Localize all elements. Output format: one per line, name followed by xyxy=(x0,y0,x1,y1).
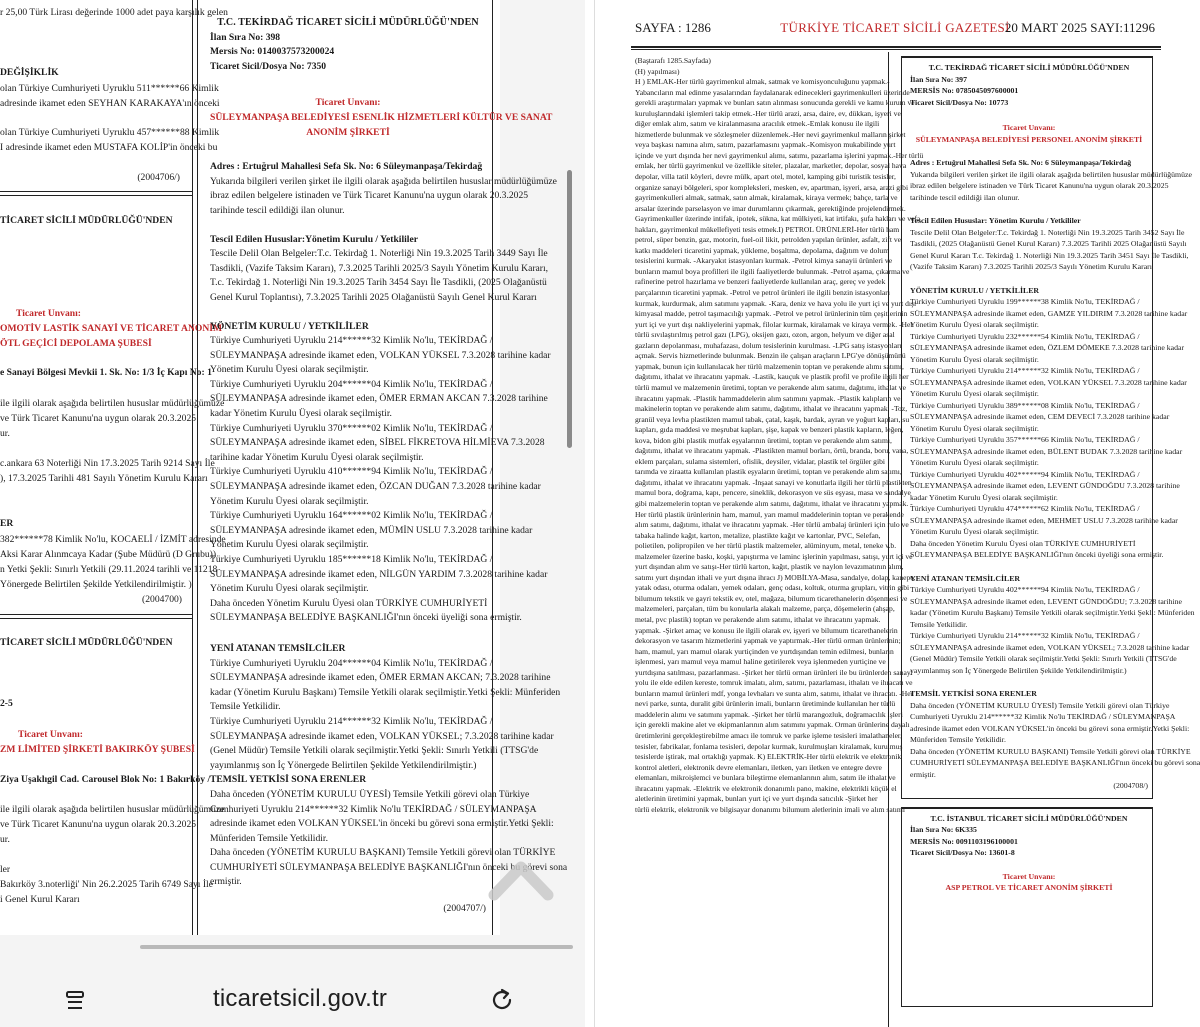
member-line: SÜLEYMANPAŞA adresinde ikamet eden, VOLKAN YÜKSEL 7.3.2028 tarihine kadar xyxy=(210,349,551,361)
activity-line: Yabancıların mal edinme yasalarından faydalanarak edinecekleri gayrimenkulleri üzerinde xyxy=(635,87,910,97)
divider xyxy=(0,618,193,619)
activity-line: bunların mamul ürünleri mdf, yonga levhaları ve sunta alım, satımı, ithalat ve ihracatı. -Her xyxy=(635,688,914,698)
activity-line: içinde ve yurt dışında her nevi gayrimenkul alımı, satımı, pazarlama işlerini yapmak.-Her türlü xyxy=(635,150,924,160)
text-line: SÜLEYMANPAŞA BELEDİYE BAŞKANLIĞI'nın önceki üyeliği sona ermiştir. xyxy=(210,612,522,624)
representative-line: kadar (Yönetim Kurulu Başkanı) Temsile Yetkili olarak seçilmiştir.Yetki Şekli: Münferiden xyxy=(210,686,561,698)
text-line: Tasdikli, (Vazife Taksim Kararı), 7.3.2025 Tarihli 2025/3 Sayılı Yönetim Kurulu Kararı, xyxy=(210,262,549,274)
section-heading: YENİ ATANAN TEMSİLCİLER xyxy=(210,642,346,654)
activity-line: işlenmesi, yarı mamul veya mamul haline getirilerek veya işlenmeden yurtiçine ve xyxy=(635,657,886,667)
activity-line: malzemeler üzerine baskı, koşki, yapıştırma ve laminc işlerinin yapılması, satışı, yurt içi ve xyxy=(635,551,913,561)
ad-reference: (2004708/) xyxy=(1113,781,1148,790)
activity-line: bilumum tekstik ve gayri tekstik ev, otel, mağaza, bilumum ticarethanelerin döşenmesi ve xyxy=(635,593,908,603)
member-line: Yönetim Kurulu Üyesi olarak seçilmiştir. xyxy=(910,354,1039,364)
activity-line: dekorasyon ve tasarım hizmetlerini yapmak ve yaptırmak.-Her türlü orman ürünlerinin; xyxy=(635,636,901,646)
section-heading: YÖNETİM KURULU / YETKİLİLER xyxy=(210,320,369,332)
divider xyxy=(0,614,193,615)
text-line: Daha önceden (YÖNETİM KURULU ÜYESİ) Temsile Yetkili görevi olan Türkiye xyxy=(210,788,530,800)
mersis-number: Mersis No: 0140037573200024 xyxy=(210,46,335,58)
text-line: olan Türkiye Cumhuriyeti Uyruklu 511******66 Kimlik xyxy=(0,83,219,94)
activity-line: türlü sıvılaştırılmış petrol gazı (LPG), oksijen gazı, ozon, argon, helyum ve diğer asal xyxy=(635,330,895,340)
text-line: Daha önceden (YÖNETİM KURULU ÜYESİ) Temsile Yetkili görevi olan Türkiye xyxy=(910,700,1170,710)
activity-line: gayrimenkulleri almak, satmak, satın almak, kiralamak, kiraya vermek; bahçe, tarla ve xyxy=(635,193,898,203)
representative-line: Türkiye Cumhuriyeti Uyruklu 204******04 Kimlik No'lu, TEKİRDAĞ / xyxy=(210,657,493,669)
activity-line: ihracatını yapmak. -Plastik hammaddelerin alım satımını yapmak. -Plastik kalıpların ve xyxy=(635,393,901,403)
trade-name: SÜLEYMANPAŞA BELEDİYESİ ESENLİK HİZMETLERİ KÜLTÜR VE SANAT xyxy=(210,111,553,123)
member-line: Türkiye Cumhuriyeti Uyruklu 214******32 Kimlik No'lu, TEKİRDAĞ / xyxy=(210,335,493,347)
activity-line: (H) yapılması) xyxy=(635,66,680,76)
text-line: Yukarıda bilgileri verilen şirket ile ilgili olarak aşağıda belirtilen hususlar müdürlüğümüze xyxy=(210,175,557,187)
text-line: ler xyxy=(0,864,11,875)
activity-line: kuruluşlarındaki işlemleri takip etmek.-Her türlü arazi, arsa, daire, ev, dükkan, işyeri ve xyxy=(635,108,901,118)
activity-line: yatak odası, oturma odaları, yemek odaları, genç odası, koltuk, oturma grupları, vitrin gibi xyxy=(635,583,910,593)
member-line: Yönetim Kurulu Üyesi olarak seçilmiştir. xyxy=(910,389,1039,398)
text-line: tarihinde tescil edildiği ilan olunur. xyxy=(210,204,345,216)
activity-line: yurtdışına satılması, pazarlanması. -Şirket her türlü orman ürünleri ile bu ürünlerden sanayi xyxy=(635,667,913,677)
member-line: SÜLEYMANPAŞA adresinde ikamet eden, ÖZCAN DUĞAN 7.3.2028 tarihine kadar xyxy=(210,481,541,493)
member-line: SÜLEYMANPAŞA adresinde ikamet eden, BÜLENT BUDAK 7.3.2028 tarihine kadar xyxy=(910,446,1183,456)
member-line: Türkiye Cumhuriyeti Uyruklu 402******94 Kimlik No'lu, TEKİRDAĞ / xyxy=(910,469,1140,479)
member-line: Türkiye Cumhuriyeti Uyruklu 185******18 Kimlik No'lu, TEKİRDAĞ / xyxy=(210,554,493,565)
notice-box xyxy=(901,56,1200,799)
activity-line: kova, bidon gibi plastik mutfak eşyalarının üretimi, toptan ve perakende alım satımı, xyxy=(635,435,892,445)
activity-line: nevi parke, sunta, duralit gibi ürünlerin imali, bunların üretiminde kullanılan her türlü xyxy=(635,699,896,709)
representative-line: SÜLEYMANPAŞA adresinde ikamet eden, ÖMER ERMAN AKCAN; 7.3.2028 tarihine xyxy=(210,672,551,684)
header-rule xyxy=(631,49,1161,50)
text-line: Daha önceden (YÖNETİM KURULU BAŞKANI) Temsile Yetkili görevi olan TÜRKİYE xyxy=(210,847,556,859)
address: Adres : Ertuğrul Mahallesi Sefa Sk. No: 6 Süleymanpaşa/Tekirdağ xyxy=(210,161,483,173)
activity-line: yapmak. -Şirket amaç ve konusu ile ilgili olarak ev, işyeri ve bilumum ticarethanelerin xyxy=(635,625,898,635)
gazette-page-right[interactable] xyxy=(594,0,1200,1027)
activity-line: dağıtımı, ithalat ve ihracatını yapmak. -Lastik, kauçuk ve plastik profil ve profile ilgili her xyxy=(635,372,909,382)
header-rule xyxy=(631,46,1161,48)
text-line: ur. xyxy=(0,834,10,845)
divider xyxy=(0,195,193,196)
gazette-page-left[interactable] xyxy=(0,0,568,935)
gazette-column-b xyxy=(197,0,568,935)
ad-reference: (2004706/) xyxy=(137,172,180,183)
representative-line: yayımlanmış son İç Yönergede Belirtilen Şekilde Yetkilendirilmiştir.) xyxy=(210,759,477,771)
activity-line: dağıtımı, ithalat ve ihracatını yapmak. -Plastikten mamul borları, örtü, branda, boru, vana, xyxy=(635,446,909,456)
member-list xyxy=(910,296,1188,538)
text-line: Aksi Karar Alınmcaya Kadar (Şube Müdürü (D Grubu)) xyxy=(0,549,217,560)
activity-line: hizmetlerde bulunmak ve sözleşmeler düzenlemek.-Her nevi gayrimenkul malların şirket xyxy=(635,129,906,139)
url-display[interactable]: ticaretsicil.gov.tr xyxy=(212,985,388,1012)
text-line: ibraz edilen belgelere istinaden ve Türk Ticaret Kanunu'na uygun olarak 20.3.2025 xyxy=(210,190,529,202)
address: Ziya Uşaklıgil Cad. Carousel Blok No: 1 Bakırköy / xyxy=(0,774,211,785)
trade-name: ÖTL GEÇİCİ DEPOLAMA ŞUBESİ xyxy=(0,338,152,349)
notice-number: İlan Sıra No: 6K335 xyxy=(910,825,977,834)
trade-name-label: Ticaret Unvanı: xyxy=(18,729,83,740)
activity-line: rafinerine petrol hazırlama ve benzeri faaliyetlerde kullanılan araç, gereç ve yedek xyxy=(635,277,886,287)
activity-line: diğer emlak alım, satım ve kiralanmasına aracılık etmek.-Emlak konusu ile ilgili xyxy=(635,119,880,129)
member-line: Türkiye Cumhuriyeti Uyruklu 389******08 Kimlik No'lu, TEKİRDAĞ / xyxy=(910,400,1140,410)
member-line: Türkiye Cumhuriyeti Uyruklu 164******02 Kimlik No'lu, TEKİRDAĞ / xyxy=(210,510,493,522)
text-line: ile ilgili olarak aşağıda belirtilen hususlar müdürlüğümüze xyxy=(0,804,225,815)
text-line: ermiştir. xyxy=(210,876,242,888)
registered-matters: Tescil Edilen Hususlar:Yönetim Kurulu / Yetkililer xyxy=(210,233,418,245)
activity-line: petrol, süper benzin, gaz, motorin, fuel-oil likit, petrolden yapılan ürünler, asfalt, zift ve xyxy=(635,235,902,245)
representative-line: SÜLEYMANPAŞA adresinde ikamet eden, VOLKAN YÜKSEL; 7.3.2028 tarihine kadar xyxy=(210,730,554,742)
text-line: Tasdikli, (2025 Olağanüstü Genel Kurul Kararı) 7.3.2025 Tarihli 2025 Olağanüstü Sayılı xyxy=(910,239,1187,248)
trade-name: ANONİM ŞİRKETİ xyxy=(306,126,390,138)
notice-number: İlan Sıra No: 398 xyxy=(210,31,281,43)
member-line: SÜLEYMANPAŞA adresinde ikamet eden, VOLKAN YÜKSEL 7.3.2028 tarihine kadar xyxy=(910,377,1187,387)
trade-name: ZM LİMİTED ŞİRKETİ BAKIRKÖY ŞUBESİ xyxy=(0,744,195,755)
section-heading: YÖNETİM KURULU / YETKİLİLER xyxy=(910,285,1040,295)
vertical-scrollbar[interactable] xyxy=(567,170,572,448)
activity-line: aletlerinin üretimini yapmak, bunları yurt içi ve yurt dışında satıcılık -Şirket her xyxy=(635,794,878,804)
registry-file-number: Ticaret Sicil/Dosya No: 13601-8 xyxy=(910,848,1015,857)
activity-line: ham, mamul, yarı mamul olarak yurtiçinden ve yurtdışından temin edilmesi, bunların xyxy=(635,646,894,656)
text-line: Münferiden Temsile Yetkilidir. xyxy=(910,735,1006,744)
activity-line: üretimlerini gerçekleştirebilme amacı ile tomruk ve parke işleme tesisleri imalathaneler, xyxy=(635,731,903,740)
activity-line: gibi malzemelerin toptan ve perakende alım satımı, dağıtımı, ithalat ve ihracatını yapmak. - xyxy=(635,498,913,508)
ad-reference: (2004700) xyxy=(142,594,182,605)
activity-line: Her türlü plastik ürünlerinin ham, mamul, yarı mamul maddelerinin toptan ve perakende xyxy=(635,509,904,519)
activity-line: elemanları, mikroişlemci ve bunlara bileştirme elemanlarının alım, satım ile ithalat ve xyxy=(635,773,896,783)
activity-line: kurmak, kurdurmak, alım satımını yapmak. -Kara, deniz ve hava yolu ile yurt içi ve yurt dışı xyxy=(635,298,917,308)
text-line: adresinde ikamet eden SEYHAN KARAKAYA'ın önceki xyxy=(0,98,220,109)
activity-line: polietilen, polipropilen ve her türlü plastik malzemeler, alüminyum, metal, teneke v.b. xyxy=(635,541,897,551)
evidence-documents: Tescile Delil Olan Belgeler:T.c. Tekirdağ 1. Noterliği Nin 19.3.2025 Tarih 3452 Sayı İle xyxy=(910,227,1185,237)
activity-line: yurt dışından alım ve satışı-Her türlü karton, kağıt, plastik ve naylon levazımatının alım, xyxy=(635,562,904,572)
member-line: Türkiye Cumhuriyeti Uyruklu 214******32 Kimlik No'lu, TEKİRDAĞ / xyxy=(910,366,1140,375)
representative-line: Türkiye Cumhuriyeti Uyruklu 214******32 Kimlik No'lu, TEKİRDAĞ / xyxy=(910,631,1140,640)
activity-line: tarımda ve ziraatta kullanılan plastik eşyaların üretimi, toptan ve perakende alım satımı, xyxy=(635,467,902,477)
text-line: r 25,00 Türk Lirası değerinde 1000 adet paya karşılık gelen xyxy=(0,7,228,18)
text-line: ermiştir. xyxy=(910,769,936,779)
member-line: Türkiye Cumhuriyeti Uyruklu 474******62 Kimlik No'lu, TEKİRDAĞ / xyxy=(910,504,1140,513)
member-line: Türkiye Cumhuriyeti Uyruklu 370******02 Kimlik No'lu, TEKİRDAĞ / xyxy=(210,422,493,434)
address: e Sanayi Bölgesi Mevkii 1. Sk. No: 1/3 İç Kapı No: 1 xyxy=(0,367,212,378)
activity-line: yapmak, bunun için kullanılacak her türlü malzemenin toptan ve perakende alımı satımı, xyxy=(635,361,904,371)
representative-line: (Genel Müdür) Temsile Yetkili olarak seçilmiştir.Yetki Şekli: Sınırlı Yetkili (TTSG'de xyxy=(210,745,539,757)
section-heading: TEMSİL YETKİSİ SONA ERENLER xyxy=(210,774,367,786)
gazette-title: TÜRKİYE TİCARET SİCİLİ GAZETESİ xyxy=(780,20,1010,35)
activity-line: mamul bora, doğrama, kapı, pencere, sineklik, dekorasyon ve süs eşyası, masa ve sandalye xyxy=(635,488,911,498)
registry-file-number: Ticaret Sicil/Dosya No: 10773 xyxy=(910,97,1009,107)
notice-heading: T.C. TEKİRDAĞ TİCARET SİCİLİ MÜDÜRLÜĞÜ'NDEN xyxy=(217,17,479,28)
text-line: ve Türk Ticaret Kanunu'na uygun olarak 20.3.2025 xyxy=(0,413,197,424)
activity-line: dağıtımı, ithalat ve ihracatını yapmak. -İnşaat sanayi ve konutlarla ilgili her türlü plastikten xyxy=(635,477,912,487)
activity-line: hakları, gayrimenkul mükellefiyeti tesis etmek.I) PETROL ÜRÜNLERİ-Her türlü ham xyxy=(635,224,900,234)
activity-line: maddelerin alımı ve satımını yapmak. -Şirket her türlü marangozluk, doğramacılık işleri xyxy=(635,709,903,719)
issue-date: 20 MART 2025 SAYI:11296 xyxy=(1004,20,1155,35)
text-line: i Genel Kurul Kararı xyxy=(0,894,80,905)
member-line: Türkiye Cumhuriyeti Uyruklu 357******66 Kimlik No'lu, TEKİRDAĞ / xyxy=(910,435,1140,444)
activity-line: parçalarının ticaretini yapmak. -Petrol ve petrol ürünleri ile ilgili benzin istasyonları xyxy=(635,288,890,298)
member-line: Türkiye Cumhuriyeti Uyruklu 410******94 Kimlik No'lu, TEKİRDAĞ / xyxy=(210,466,493,478)
member-line: SÜLEYMANPAŞA adresinde ikamet eden, ÖZLEM DÖMEKE 7.3.2028 tarihine kadar xyxy=(910,343,1185,352)
activity-line: organize sanayi bölgeleri, spor kompleksleri, mesken, ev, apartman, işyeri, arsa, arazi gibi xyxy=(635,182,909,192)
representative-line: SÜLEYMANPAŞA adresinde ikamet eden, VOLKAN YÜKSEL; 7.3.2028 tarihine kadar xyxy=(910,642,1190,652)
section-heading: TEMSİL YETKİSİ SONA ERENLER xyxy=(910,689,1037,698)
section-heading: ER xyxy=(0,518,14,529)
text-line: ), 17.3.2025 Tarihli 481 Sayılı Yönetim Kurulu Kararı xyxy=(0,473,208,484)
activity-line: kimyasal madde, petrol taşımacılığı yapmak. -Petrol ve petrol ürünlerinin tüm çeşitlerinin xyxy=(635,309,908,319)
text-line: Genel Kurul Kararı T.c. Tekirdağ 1. Noterliği Nin 19.3.2025 Tarih 3451 Sayı İle Tasdikli, xyxy=(910,250,1189,260)
member-line: SÜLEYMANPAŞA adresinde ikamet eden, MEHMET USLU 7.3.2028 tarihine kadar xyxy=(910,515,1178,525)
divider xyxy=(0,191,193,192)
representative-line: yayımlanmış son İç Yönergede Belirtilen Şekilde Yetkilendirilmiştir.) xyxy=(910,665,1127,675)
member-line: Türkiye Cumhuriyeti Uyruklu 199******38 Kimlik No'lu, TEKİRDAĞ / xyxy=(910,297,1140,306)
notice-heading: T.C. İSTANBUL TİCARET SİCİLİ MÜDÜRLÜĞÜ'NDEN xyxy=(930,813,1128,823)
activity-line: satımı yurt dışından ithali ve yurt dışına ihracı J) MOBİLYA-Masa, sandalye, dolap, kanepe, xyxy=(635,572,916,582)
member-line: Yönetim Kurulu Üyesi olarak seçilmiştir. xyxy=(910,320,1039,329)
activity-line: açmak. Servis hizmetlerinde bulunmak. Benzin ile çalışan araçların LPG'ye dönüşümünü xyxy=(635,351,906,361)
activity-line: kapları, gıda maddesi ve meşrubat kapları, şişe, kapak ve benzeri plastik kapların, leğen, xyxy=(635,425,904,435)
notice-heading: T.C. TEKİRDAĞ TİCARET SİCİLİ MÜDÜRLÜĞÜ'NDEN xyxy=(928,63,1130,72)
text-line: Genel Kurul Toplantısı), 7.3.2025 Tarihli 2025 Olağanüstü Sayılı Genel Kurul Kararı xyxy=(210,291,537,303)
activity-line: arsalar üzerinde parselasyon ve imar durumlarını çıkarmak, gerektiğinde projelendirmek. xyxy=(635,203,906,213)
activity-line: veya başkası namına alım, satım, pazarlamasını yapmak.-Komisyon mukabilinde yurt xyxy=(635,140,896,150)
member-line: Yönetim Kurulu Üyesi olarak seçilmiştir. xyxy=(910,458,1039,467)
registry-number: 2-5 xyxy=(0,698,13,709)
member-line: SÜLEYMANPAŞA adresinde ikamet eden, LEVENT GÜNDOĞDU 7.3.2028 tarihine xyxy=(910,481,1180,490)
member-line: SÜLEYMANPAŞA adresinde ikamet eden, NİLGÜN YARDIM 7.3.2028 tarihine kadar xyxy=(210,568,548,580)
text-line: Bakırköy 3.noterliği' Nin 26.2.2025 Tarih 6749 Sayı İle xyxy=(0,879,213,890)
reload-icon[interactable] xyxy=(489,987,515,1013)
activity-line: depolar, villa tatil köyleri, devre mülk, apart otel, motel, kamping gibi turistik tesisler, xyxy=(635,172,896,182)
member-line: Yönetim Kurulu Üyesi olarak seçilmiştir. xyxy=(210,583,369,595)
representative-line: Temsile Yetkilidir. xyxy=(910,619,968,629)
text-line: tarihinde tescil edildiği ilan olunur. xyxy=(910,192,1020,202)
activity-line: gerekli araştırmaları yapmak ve bunları satın alınması sonucunda gerekli ve kamu kurum ve xyxy=(635,98,915,108)
member-line: SÜLEYMANPAŞA adresinde ikamet eden, MÜMİN USLU 7.3.2028 tarihine kadar xyxy=(210,524,533,536)
trade-name-label: Ticaret Unvanı: xyxy=(1002,871,1056,881)
member-line: SÜLEYMANPAŞA adresinde ikamet eden, GAMZE YILDIRIM 7.3.2028 tarihine kadar xyxy=(910,308,1188,318)
mersis-number: MERSİS No: 0785045097600001 xyxy=(910,86,1019,95)
text-line: ibraz edilen belgelere istinaden ve Türk Ticaret Kanunu'na uygun olarak 20.3.2025 xyxy=(910,181,1169,190)
activity-line: katkı maddeleri ticaretini yapmak, yükleme, boşaltma, depolama, dağıtım ve dolum xyxy=(635,245,890,255)
notice-number: İlan Sıra No: 397 xyxy=(910,74,967,84)
activity-line: türlü mamul ve malzemenin üretimi, toptan ve perakende alım satımı, dağıtımı, ithalat ve xyxy=(635,382,906,392)
text-line: Daha önceden Yönetim Kurulu Üyesi olan TÜRKİYE CUMHURİYETİ xyxy=(210,597,488,609)
representative-line: Temsile Yetkilidir. xyxy=(210,701,281,713)
trade-name: OMOTİV LASTİK SANAYİ VE TİCARET ANONİM xyxy=(0,323,223,334)
trade-name: ASP PETROL VE TİCARET ANONİM ŞİRKETİ xyxy=(945,883,1113,892)
activity-line: tabaka halinde kağıt, karton, metalize, plastikte kağıt ve kartonlar, PVC, Selefan, xyxy=(635,530,881,540)
activity-line: yurt içi ve yurt dışı nakliyelerini yapmak, filolar kurmak, kiralamak ve kiraya vermek. -Her xyxy=(635,319,913,329)
activity-line: Gayrimenkuller üzerinde intifak, ipotek, sükna, kat mülkiyeti, kat irtifakı, şufa hakları ve vefa xyxy=(635,214,921,224)
representative-line: Türkiye Cumhuriyeti Uyruklu 402******94 Kimlik No'lu, TEKİRDAĞ / xyxy=(910,585,1140,594)
ad-reference: (2004707/) xyxy=(443,903,486,915)
member-line: Türkiye Cumhuriyeti Uyruklu 204******04 Kimlik No'lu, TEKİRDAĞ / xyxy=(210,378,493,390)
text-line: Münferiden Temsile Yetkilidir. xyxy=(210,832,328,844)
representative-line: kadar (Yönetim Kurulu Başkanı) Temsile Yetkili olarak seçilmiştir.Yetki Şekli: Münferiden xyxy=(910,608,1195,617)
activity-line: ihracatını yapmak. -Elektrik ve elektronik donanımlı pano, makine, elektrikli küçük el xyxy=(635,783,897,793)
member-line: Türkiye Cumhuriyeti Uyruklu 232******54 Kimlik No'lu, TEKİRDAĞ / xyxy=(910,331,1140,341)
activity-line: için gerekli makine alet ve ekipmanlarının alım satımını yapmak. Orman ürünlerine dayalı xyxy=(635,720,910,730)
trade-name-label: Ticaret Unvanı: xyxy=(315,97,381,109)
text-line: ile ilgili olarak aşağıda belirtilen hususlar müdürlüğümüze xyxy=(0,398,225,409)
section-heading: TİCARET SİCİLİ MÜDÜRLÜĞÜ'NDEN xyxy=(0,637,173,648)
section-heading: TİCARET SİCİLİ MÜDÜRLÜĞÜ'NDEN xyxy=(0,215,173,226)
text-line: ve Türk Ticaret Kanunu'na uygun olarak 20.3.2025 xyxy=(0,819,197,830)
gazette-header xyxy=(635,16,1155,40)
trade-name-label: Ticaret Unvanı: xyxy=(1002,123,1056,132)
activity-line: H ) EMLAK-Her türlü gayrimenkul almak, satmak ve komisyonculuğunu yapmak.- xyxy=(635,77,890,87)
activity-line: eklem parçaları, sulama sistemleri, ofislik, deysiler, vidalar, plastik tel örgüler gibi xyxy=(635,456,885,466)
activity-line: tesislerde iştirak, mal ortaklığı yapmak. K) ELEKTRİK-Her türlü elektrik ve elektronik xyxy=(635,752,902,762)
activity-line: kontrol aletleri, elektronik devre elemanları, iletken, yarı iletken ve entegre devre xyxy=(635,762,882,772)
horizontal-scroll-indicator[interactable] xyxy=(140,945,573,949)
text-line: Cumhuriyeti Uyruklu 214******32 Kimlik No'lu TEKİRDAĞ / SÜLEYMANPAŞA xyxy=(210,803,537,815)
text-line: (Vazife Taksim Kararı) 7.3.2025 Tarihli 2025/3 Sayılı Yönetim Kurulu Kararı xyxy=(910,262,1152,271)
member-line: Yönetim Kurulu Üyesi olarak seçilmiştir. xyxy=(210,364,369,376)
text-line: adresinde ikamet eden VOLKAN YÜKSEL'in önceki bu görevi sona ermiştir.Yetki Şekli: xyxy=(210,818,554,830)
trade-name-label: Ticaret Unvanı: xyxy=(16,308,81,319)
text-line: Yukarıda bilgileri verilen şirket ile ilgili olarak aşağıda belirtilen hususlar müdürlüğümüze xyxy=(910,169,1192,179)
registered-matters: Tescil Edilen Hususlar: Yönetim Kurulu / Yetkililer xyxy=(910,216,1081,225)
tabs-icon[interactable] xyxy=(64,990,86,1012)
member-line: SÜLEYMANPAŞA adresinde ikamet eden, ÖMER ERMAN AKCAN 7.3.2028 tarihine xyxy=(210,393,548,405)
text-line: Daha önceden (YÖNETİM KURULU BAŞKANI) Temsile Yetkili görevi olan TÜRKİYE xyxy=(910,746,1191,756)
registry-file-number: Ticaret Sicil/Dosya No: 7350 xyxy=(210,60,327,72)
member-line: kadar Yönetim Kurulu Üyesi olarak seçilmiştir. xyxy=(910,492,1058,502)
mersis-number: MERSİS No: 0091103196100001 xyxy=(910,836,1018,846)
text-line: adresinde ikamet eden VOLKAN YÜKSEL'in önceki bu görevi sona ermiştir.Yetki Şekli: xyxy=(910,723,1190,733)
text-line: CUMHURİYETİ SÜLEYMANPAŞA BELEDİYE BAŞKANLIĞI'nın önceki bu görevi sona xyxy=(910,758,1200,767)
continuation-note: (Baştarafı 1285.Sayfada) xyxy=(635,56,711,65)
member-line: kadar Yönetim Kurulu Üyesi olarak seçilmiştir. xyxy=(210,408,392,420)
activity-line: granül veya levha plastikten mamul tabak, çatal, kaşık, bardak, ayran ve yoğurt kapları, su xyxy=(635,414,910,424)
member-line: SÜLEYMANPAŞA adresinde ikamet eden, SİBEL FİKRETOVA HİLMİEVA 7.3.2028 xyxy=(210,437,545,449)
scroll-up-chevron-icon[interactable] xyxy=(486,855,556,901)
section-heading: YENİ ATANAN TEMSİLCİLER xyxy=(910,573,1021,583)
section-heading: DEĞİŞİKLİK xyxy=(0,67,59,78)
text-line: Daha önceden Yönetim Kurulu Üyesi olan TÜRKİYE CUMHURİYETİ xyxy=(910,538,1136,548)
text-line: T.c. Tekirdağ 1. Noterliği Nin 19.3.2025 Tarih 3454 Sayı İle Tasdikli, (2025 Olağanüstü xyxy=(210,277,547,289)
text-line: I adresinde ikamet eden MUSTAFA KOLİP'in önceki bu xyxy=(0,142,218,153)
activity-line: tesisler, fabrikalar, fonlama tesisleri, depolar kurmak, kurulmuşları kiralamak, kurulmuş xyxy=(635,741,903,751)
member-line: SÜLEYMANPAŞA adresinde ikamet eden, CEM DEVECİ 7.3.2028 tarihine kadar xyxy=(910,412,1170,421)
text-line: 382******78 Kimlik No'lu, KOCAELİ / İZMİT adresinde xyxy=(0,534,226,545)
member-line: Yönetim Kurulu Üyesi olarak seçilmiştir. xyxy=(910,527,1039,536)
text-line: c.ankara 63 Noterliği Nin 17.3.2025 Tarih 9214 Sayı İle xyxy=(0,458,215,469)
activity-line: türlü elektrik, elektronik ve bilgisayar donanımı bilumum aletlerinin imali ve alım satımı xyxy=(635,804,905,814)
member-line: Yönetim Kurulu Üyesi olarak seçilmiştir. xyxy=(910,423,1039,433)
representative-line: SÜLEYMANPAŞA adresinde ikamet eden, LEVENT GÜNDOĞDU; 7.3.2028 tarihine xyxy=(910,596,1182,606)
text-line: olan Türkiye Cumhuriyeti Uyruklu 457******88 Kimlik xyxy=(0,127,220,138)
member-line: Yönetim Kurulu Üyesi olarak seçilmiştir. xyxy=(210,495,369,507)
activity-line: bunların mamul boya profilleri ile ilgili faaliyetlerde bulunmak. -Petrol aşama, çıkarma ve xyxy=(635,266,910,276)
activity-line: gazların depolanması, muhafazası, dolum tesislerinin kurulması. -LPG satış istasyonları xyxy=(635,340,902,350)
gazette-column-notices xyxy=(893,52,1200,1027)
browser-window-left xyxy=(0,0,585,1027)
evidence-documents: Tescile Delil Olan Belgeler:T.c. Tekirdağ 1. Noterliği Nin 19.3.2025 Tarih 3449 Sayı İle xyxy=(210,248,548,260)
text-line: SÜLEYMANPAŞA BELEDİYE BAŞKANLIĞI'nın önceki üyeliği sona ermiştir. xyxy=(910,550,1164,559)
activity-line: metal, pvc plastik) toptan ve perakende alım satımı, ithalat ve ihracatını yapmak. xyxy=(635,614,881,624)
representative-line: (Genel Müdür) Temsile Yetkili olarak seçilmiştir.Yetki Şekli: Sınırlı Yetkili (TTSG'de xyxy=(910,654,1177,663)
representative-line: Türkiye Cumhuriyeti Uyruklu 214******32 Kimlik No'lu, TEKİRDAĞ / xyxy=(210,715,493,727)
activity-line: malzemeleri, parçaları, tüm bu konularla alakalı malzeme, parça, döşemelerin (ahşap, xyxy=(635,604,895,614)
activity-line: yolu ile elde edilen kereste, tomruk imalatı, alım, satımı, pazarlaması, ithalatı ve ihracatı ve xyxy=(635,678,913,688)
notice-box xyxy=(901,807,1153,1007)
text-line: ur. xyxy=(0,428,10,439)
page-number: SAYFA : 1286 xyxy=(635,20,711,35)
text-line: n Yetki Şekli: Sınırlı Yetkili (29.11.2024 tarihli ve 11218 xyxy=(0,564,218,575)
activity-line: emlak, her türlü gayrimenkul ve özellikle siteler, plazalar, marketler, depolar, sosyal hava xyxy=(635,161,907,171)
member-line: Yönetim Kurulu Üyesi olarak seçilmiştir. xyxy=(210,539,369,551)
text-line: Cumhuriyeti Uyruklu 214******32 Kimlik No'lu TEKİRDAĞ / SÜLEYMANPAŞA xyxy=(910,712,1176,721)
member-line: tarihine kadar Yönetim Kurulu Üyesi olarak seçilmiştir. xyxy=(210,451,424,463)
address: Adres : Ertuğrul Mahallesi Sefa Sk. No: 6 Süleymanpaşa/Tekirdağ xyxy=(910,158,1132,167)
activity-line: tesislerini kurmak. -Akaryakıt istasyonları kurmak. -Petrol kimya sanayii ürünleri ve xyxy=(635,256,893,266)
activity-line: makinelerin toptan ve perakende alım satımı, dağıtımı, ithalat ve ihracatını yapmak. -Toz, xyxy=(635,404,908,414)
text-line: CUMHURİYETİ SÜLEYMANPAŞA BELEDİYE BAŞKANLIĞI'nın önceki bu görevi sona xyxy=(210,861,568,873)
trade-name: SÜLEYMANPAŞA BELEDİYESİ PERSONEL ANONİM ŞİRKETİ xyxy=(915,134,1143,144)
text-line: Yönergede Belirtilen Şekilde Yetkilendirilmiştir. ) xyxy=(0,579,192,590)
activity-line: alım satımı, dağıtımı, ithalat ve ihracatını yapmak. -Her türlü ambalaj ürünleri için rulo ve xyxy=(635,520,909,530)
